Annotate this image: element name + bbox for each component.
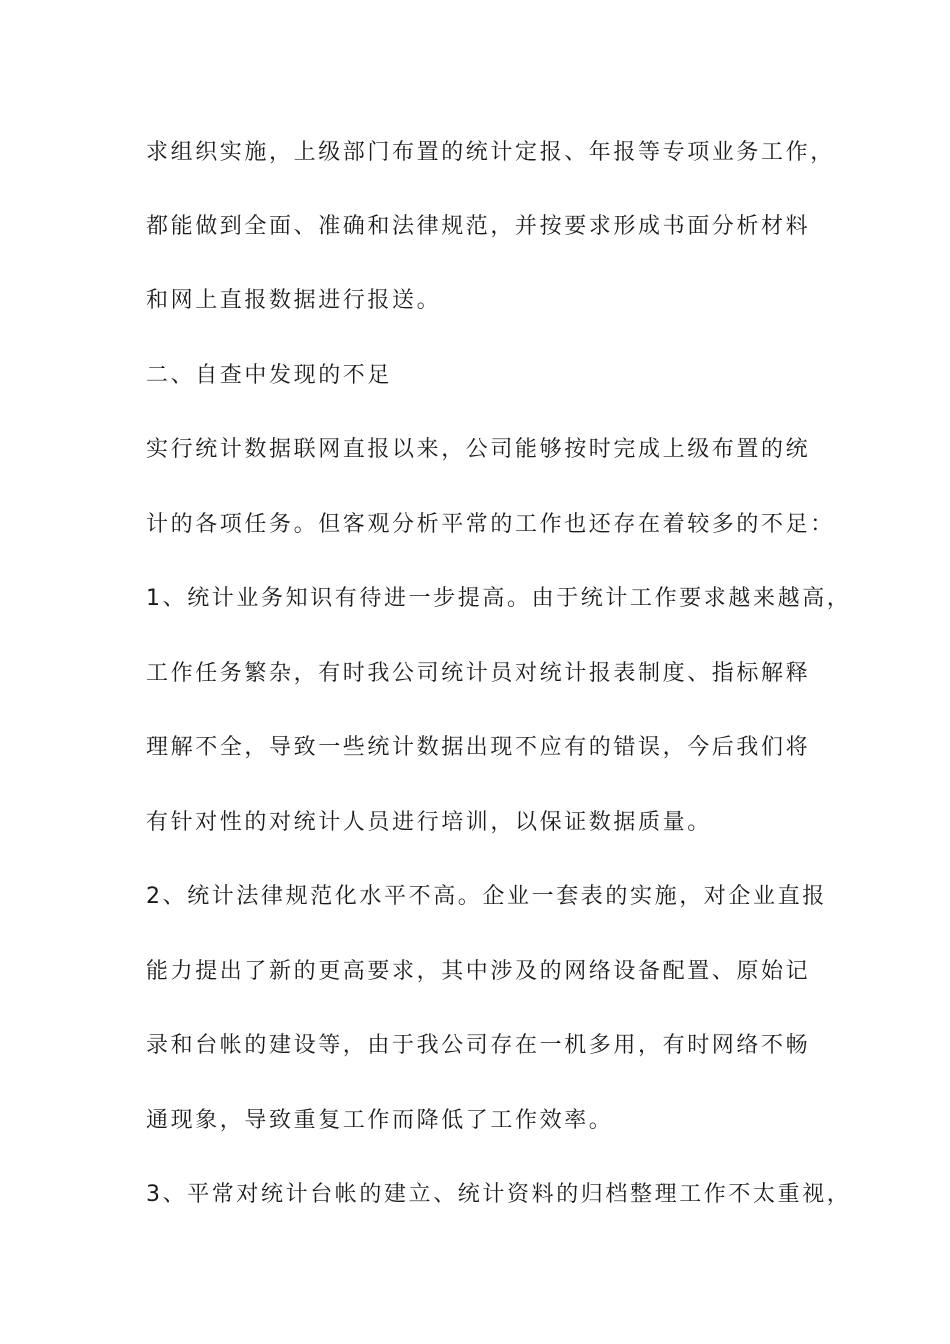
paragraph-line: 实行统计数据联网直报以来，公司能够按时完成上级布置的统 (146, 437, 811, 462)
paragraph-line: 有针对性的对统计人员进行培训，以保证数据质量。 (146, 810, 712, 835)
paragraph-line: 求组织实施，上级部门布置的统计定报、年报等专项业务工作， (146, 140, 835, 165)
section-heading: 二、自查中发现的不足 (146, 363, 393, 388)
paragraph-line: 工作任务繁杂，有时我公司统计员对统计报表制度、指标解释 (146, 661, 811, 686)
paragraph-line: 3、平常对统计台帐的建立、统计资料的归档整理工作不太重视， (146, 1182, 852, 1207)
paragraph-line: 理解不全，导致一些统计数据出现不应有的错误，今后我们将 (146, 735, 811, 760)
paragraph-line: 计的各项任务。但客观分析平常的工作也还存在着较多的不足： (146, 512, 835, 537)
paragraph-line: 通现象，导致重复工作而降低了工作效率。 (146, 1108, 614, 1133)
paragraph-line: 都能做到全面、准确和法律规范，并按要求形成书面分析材料 (146, 214, 811, 239)
paragraph-line: 2、统计法律规范化水平不高。企业一套表的实施，对企业直报 (146, 884, 827, 909)
paragraph-line: 1、统计业务知识有待进一步提高。由于统计工作要求越来越高， (146, 586, 852, 611)
paragraph-line: 录和台帐的建设等，由于我公司存在一机多用，有时网络不畅 (146, 1033, 811, 1058)
paragraph-line: 和网上直报数据进行报送。 (146, 288, 442, 313)
paragraph-line: 能力提出了新的更高要求，其中涉及的网络设备配置、原始记 (146, 959, 811, 984)
